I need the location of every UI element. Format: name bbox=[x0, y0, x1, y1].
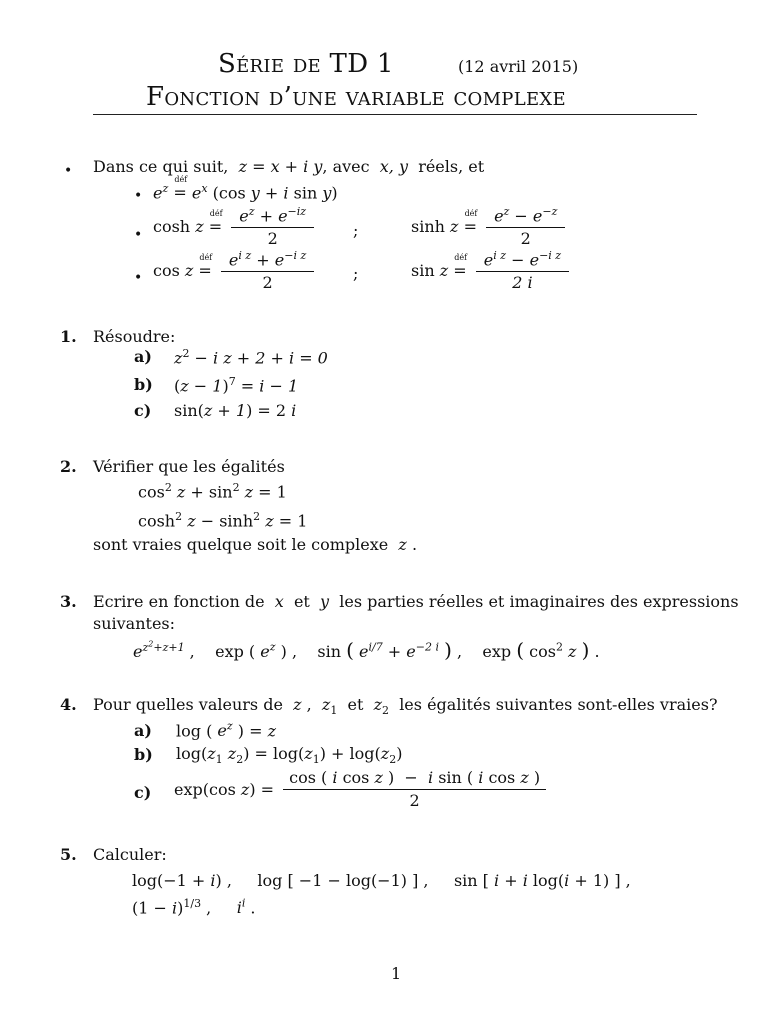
def-separator: ; bbox=[353, 264, 359, 283]
bullet-icon: • bbox=[134, 270, 143, 286]
intro-line bbox=[93, 159, 484, 175]
ex5-number: 5. bbox=[60, 845, 77, 864]
ex1-label-c: c) bbox=[134, 401, 152, 420]
doc-title-line1: Série de TD 1 bbox=[218, 49, 394, 79]
ex4-number: 4. bbox=[60, 695, 77, 714]
intro-text: Dans ce qui suit, bbox=[93, 157, 229, 176]
ex3-line1: Ecrire en fonction de x et y les parties réelles et imaginaires des expressions bbox=[93, 592, 739, 611]
ex2-number: 2. bbox=[60, 457, 77, 476]
ex4-eq-a: log ( $e^z$ ) = z bbox=[176, 720, 277, 741]
ex1-statement: Résoudre: bbox=[93, 327, 176, 346]
ex5-statement: Calculer: bbox=[93, 845, 167, 864]
bullet-icon: • bbox=[134, 227, 143, 243]
intro-eq: z = x + i y bbox=[238, 157, 323, 176]
title-rule bbox=[93, 114, 697, 115]
ex4-label-b: b) bbox=[134, 745, 153, 764]
doc-date: (12 avril 2015) bbox=[458, 57, 579, 76]
ex1-eq-b: $(z - 1)^7 = i - 1$ bbox=[174, 375, 299, 396]
def-sinh: sinh z = déf $\frac{e^z - e^{-z}}{2}$ bbox=[411, 206, 565, 247]
page-number: 1 bbox=[391, 964, 402, 983]
ex4-label-a: a) bbox=[134, 721, 152, 740]
intro-xy: x, y bbox=[379, 157, 409, 176]
ex4-statement: Pour quelles valeurs de z , $z_1$ et $z_2$ les égalités suivantes sont-elles vraies? bbox=[93, 695, 718, 718]
ex4-label-c: c) bbox=[134, 783, 152, 802]
ex2-statement: Vérifier que les égalités bbox=[93, 457, 285, 476]
ex5-line1: log(−1 + i) , log [ −1 − log(−1) ] , sin [ i + i log(i + 1) ] , bbox=[132, 871, 631, 890]
ex2-eq-1: $\cos^2 z + \sin^2 z = 1$ bbox=[138, 481, 287, 502]
def-cos: cos z = déf $\frac{e^{i z} + e^{-i z}}{2}$ bbox=[153, 250, 314, 291]
ex5-line2: $(1 - i)^{1/3}$ , $i^i$ . bbox=[132, 897, 256, 918]
def-separator: ; bbox=[353, 221, 359, 240]
ex2-eq-2: $\cosh^2 z - \sinh^2 z = 1$ bbox=[138, 510, 308, 531]
ex1-number: 1. bbox=[60, 327, 77, 346]
ex2-conclusion: sont vraies quelque soit le complexe z . bbox=[93, 535, 418, 554]
ex3-expressions: $e^{z^2+z+1}$ , exp ( $e^z$ ) , sin ( $e^{i/7} + e^{-2 i}$ ) , exp ( $\cos^2 z$ ) . bbox=[133, 638, 600, 662]
ex4-eq-b: $\log(z_1$ $z_2) = \log(z_1) + \log(z_2)$ bbox=[176, 744, 403, 767]
bullet-icon: • bbox=[134, 188, 143, 204]
ex1-eq-c: sin(z + 1) = 2 i bbox=[174, 401, 297, 420]
bullet-icon: • bbox=[64, 163, 73, 179]
def-cosh: cosh z = déf $\frac{e^z + e^{-iz}}{2}$ bbox=[153, 206, 314, 247]
ex1-label-a: a) bbox=[134, 347, 152, 366]
def-sin: sin z = déf $\frac{e^{i z} - e^{-i z}}{2 i}$ bbox=[411, 250, 569, 291]
ex1-label-b: b) bbox=[134, 375, 153, 394]
ex3-number: 3. bbox=[60, 592, 77, 611]
doc-title-line2: Fonction d’une variable complexe bbox=[146, 82, 566, 112]
def-exp: $e^z$ = déf $e^x$ (cos y + i sin y) bbox=[153, 175, 338, 203]
ex1-eq-a: $z^2 - i$ z + 2 + i = 0 bbox=[174, 347, 328, 368]
ex3-line2: suivantes: bbox=[93, 614, 176, 633]
intro-avec: , avec bbox=[322, 157, 370, 176]
ex4-eq-c: exp(cos z) = $\frac{\text{cos ( i cos z ) − i sin ( i cos z )}}{2}$ bbox=[174, 770, 546, 809]
intro-suffix: réels, et bbox=[418, 157, 485, 176]
